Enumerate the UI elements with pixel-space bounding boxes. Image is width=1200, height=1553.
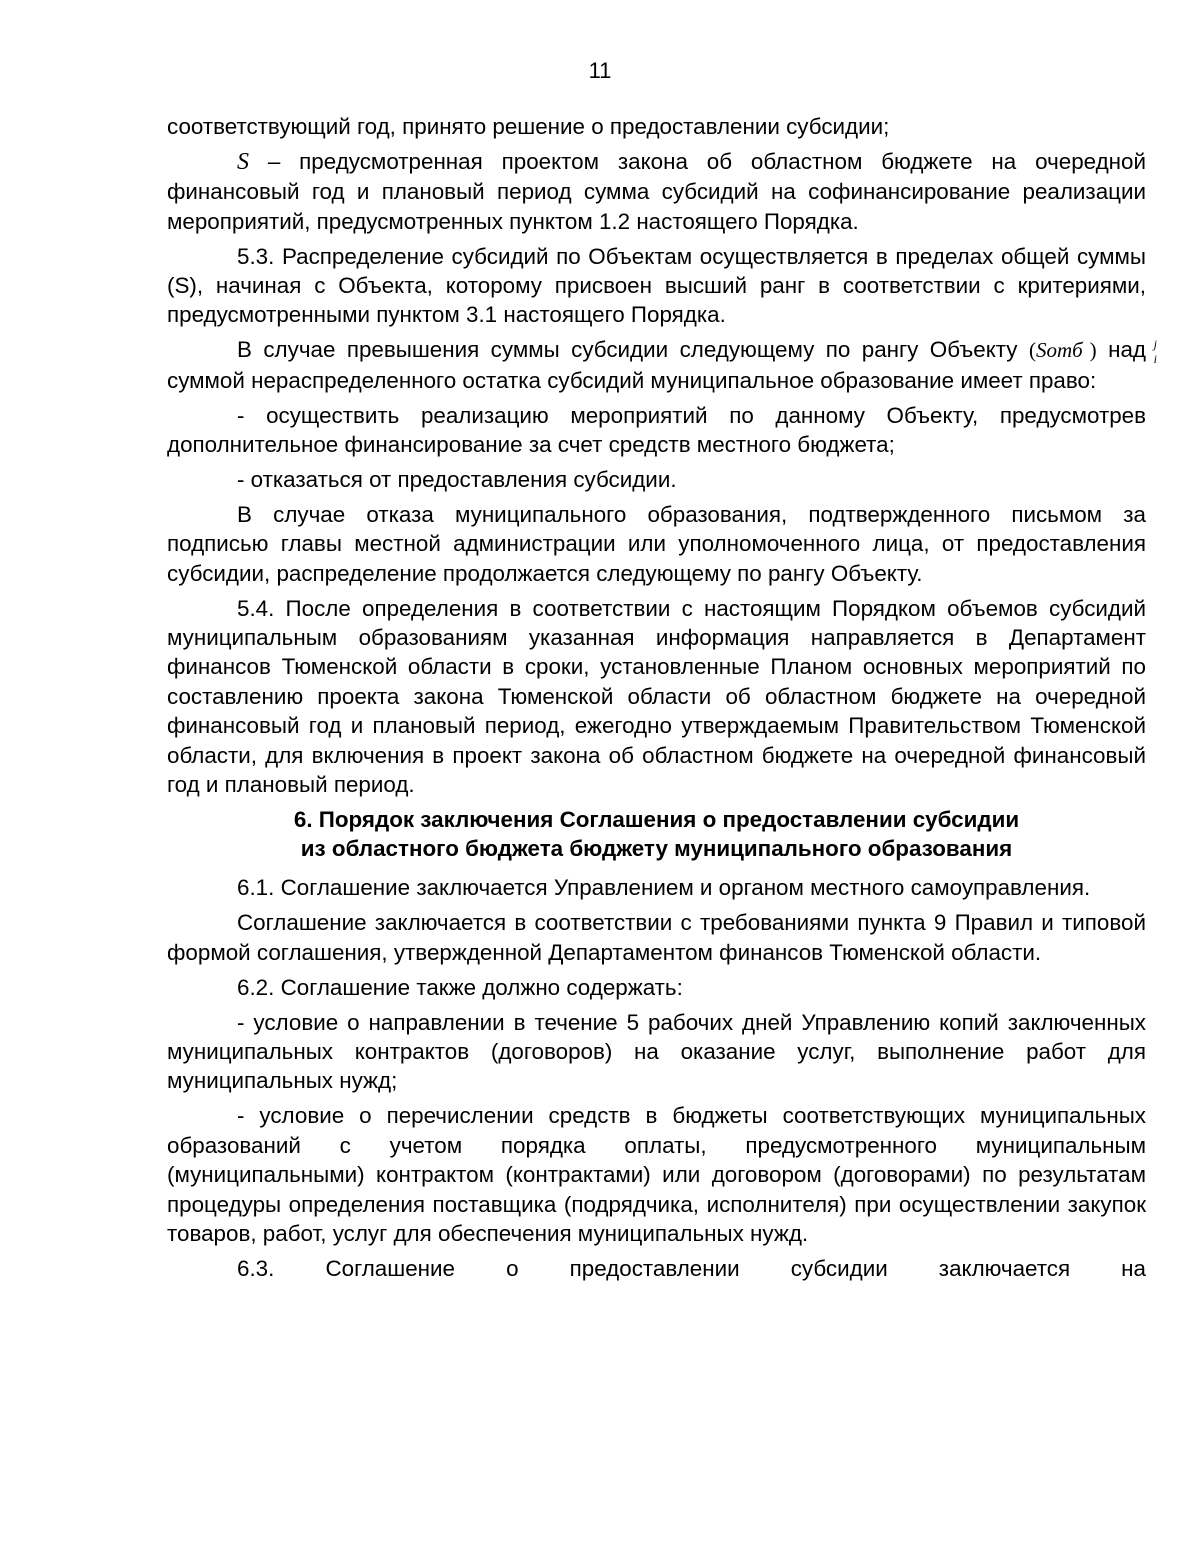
- paragraph-continuation: соответствующий год, принято решение о предоставлении субсидии;: [167, 114, 890, 139]
- paragraph-refusal-case: В случае отказа муниципального образования, подтвержденного письмом за подписью главы местной администрации или уполномоченного лица, от предоставления субсидии, распределение продолжается следующему по рангу Объекту.: [167, 501, 1146, 586]
- list-item-refuse: - отказаться от предоставления субсидии.: [237, 466, 677, 492]
- formula-symbol-sotb: [1028, 337, 1158, 367]
- section-heading-line-2: из областного бюджета бюджету муниципального образования: [300, 836, 1013, 862]
- section-heading-6: [167, 805, 1146, 863]
- list-item-contract-copies: - условие о направлении в течение 5 рабочих дней Управлению копий заключенных муниципальных контрактов (договоров) на оказание услуг, выполнение работ для муниципальных нужд;: [167, 1009, 1146, 1094]
- paragraph-5-3: 5.3. Распределение субсидий по Объектам осуществляется в пределах общей суммы (S), начиная с Объекта, которому присвоен высший ранг в соответствии с критериями, предусмотренными пунктом 3.1 настоящего Порядка.: [167, 243, 1146, 328]
- paragraph-excess-case: [167, 335, 1158, 395]
- paragraph-excess-case-text-after: над суммой нераспределенного остатка субсидий муниципальное образование имеет право:: [167, 337, 1146, 393]
- paragraph-s-definition-text: – предусмотренная проектом закона об областном бюджете на очередной финансовый год и плановый период сумма субсидий на софинансирование реализации мероприятий, предусмотренных пунктом 1.2 настоящего Порядка.: [167, 148, 1146, 234]
- paragraph-6-2: 6.2. Соглашение также должно содержать:: [237, 974, 683, 1000]
- paragraph-5-4: 5.4. После определения в соответствии с настоящим Порядком объемов субсидий муниципальным образованиям указанная информация направляется в Департамент финансов Тюменской области в сроки, установленные Планом основных мероприятий по составлению проекта закона Тюменской области об областном бюджете на очередной финансовый год и плановый период, ежегодно утверждаемым Правительством Тюменской области, для включения в проект закона об областном бюджете на очередной финансовый год и плановый период.: [167, 595, 1146, 798]
- paragraph-excess-case-text-before: В случае превышения суммы субсидии следующему по рангу Объекту: [237, 337, 1029, 363]
- formula-superscript-j: j: [1153, 337, 1158, 352]
- list-item-funds-transfer: - условие о перечислении средств в бюджеты соответствующих муниципальных образований с учетом порядка оплаты, предусмотренного муниципальным (муниципальными) контрактом (контрактами) или договором (договорами) по результатам процедуры определения поставщика (подрядчика, исполнителя) при осуществлении закупок товаров, работ, услуг для обеспечения муниципальных нужд.: [167, 1103, 1146, 1246]
- paragraph-s-definition: [167, 147, 1146, 236]
- paragraph-6-3: 6.3. Соглашение о предоставлении субсидии заключается на: [237, 1255, 1146, 1281]
- formula-subscript-i: i: [1153, 352, 1158, 367]
- paragraph-6-1: 6.1. Соглашение заключается Управлением и органом местного самоуправления.: [237, 875, 1091, 901]
- formula-open-paren: (: [1028, 338, 1036, 363]
- page-number: 11: [588, 58, 612, 83]
- section-heading-line-1: 6. Порядок заключения Соглашения о предоставлении субсидии: [293, 807, 1020, 833]
- formula-symbol-s: S: [237, 148, 249, 175]
- list-item-implement: - осуществить реализацию мероприятий по данному Объекту, предусмотрев дополнительное финансирование за счет средств местного бюджета;: [167, 402, 1146, 458]
- document-body: [167, 112, 1158, 1289]
- formula-indices: [1083, 337, 1158, 367]
- paragraph-agreement-requirements: Соглашение заключается в соответствии с требованиями пункта 9 Правил и типовой формой соглашения, утвержденной Департаментом финансов Тюменской области.: [167, 910, 1146, 965]
- formula-sotb-base: Sотб: [1035, 338, 1083, 363]
- formula-close-paren: ): [1089, 338, 1097, 363]
